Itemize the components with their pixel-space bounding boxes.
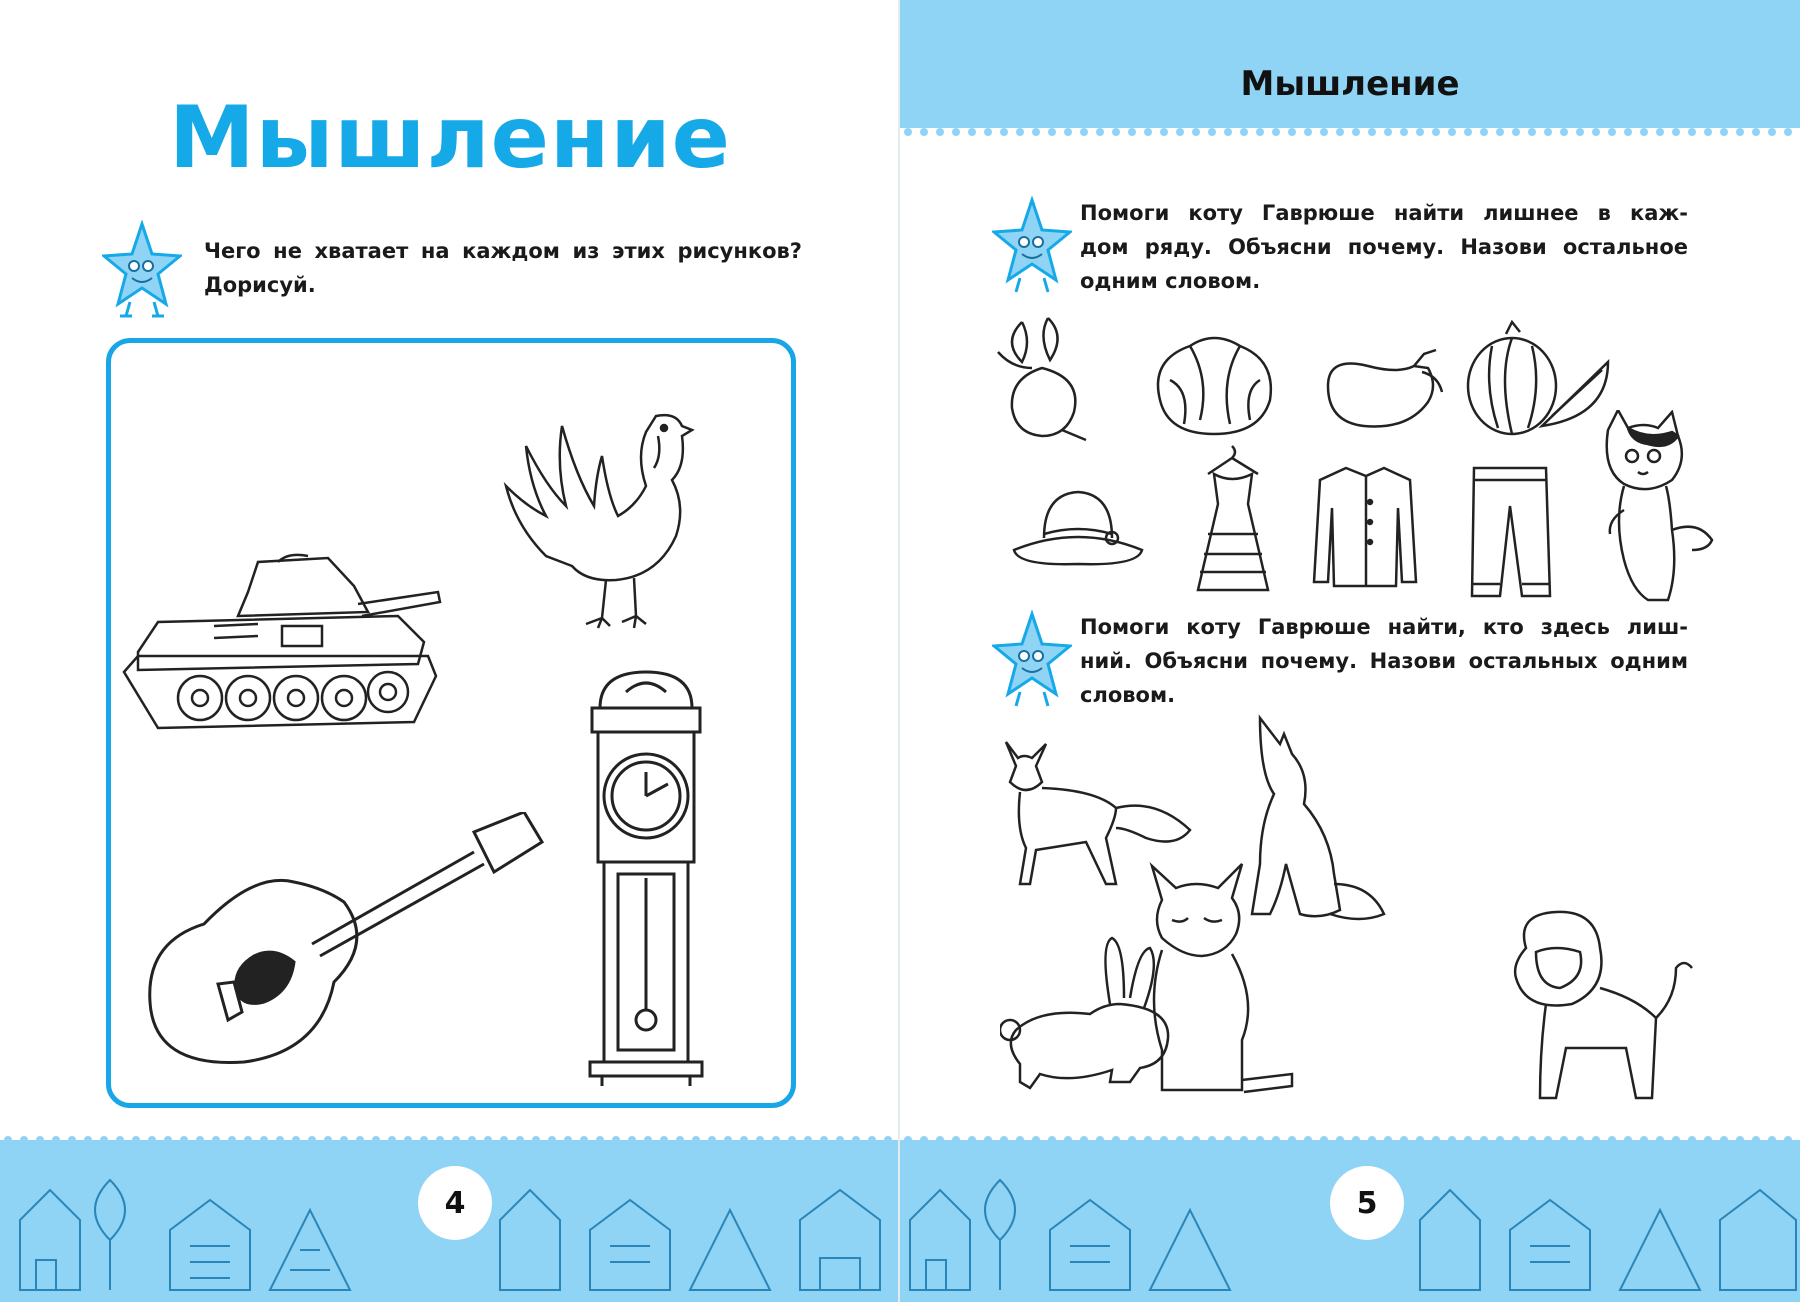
- header-title: Мышление: [1240, 64, 1460, 104]
- hat-drawing: [1008, 484, 1148, 574]
- task-text-line: Чего не хватает на каждом из этих рисунков?: [204, 239, 802, 263]
- task-odd-one-row: [992, 196, 1712, 312]
- header-dots: [900, 120, 1800, 144]
- rooster-drawing: [486, 396, 716, 636]
- footer-dots: [900, 1128, 1800, 1152]
- jeans-drawing: [1460, 462, 1560, 602]
- page-number: 4: [418, 1166, 492, 1240]
- task-text-line: Помоги коту Гаврюше найти, кто здесь лиш-: [1080, 615, 1688, 639]
- task-text-line: Помоги коту Гаврюше найти лишнее в каж-: [1080, 201, 1688, 225]
- lion-drawing: [1496, 908, 1696, 1118]
- task-text-line: словом.: [1080, 683, 1176, 707]
- eggplant-drawing: [1318, 346, 1448, 436]
- clock-drawing: [586, 668, 706, 1088]
- star-mascot-icon: [102, 220, 182, 320]
- cat-gavryusha-drawing: [1588, 410, 1718, 610]
- task-text-line: ний. Объясни почему. Назови остальных одним: [1080, 649, 1688, 673]
- task-text-line: одним словом.: [1080, 269, 1261, 293]
- star-mascot-icon: [992, 610, 1072, 710]
- page-right: [900, 0, 1800, 1302]
- page-number: 5: [1330, 1166, 1404, 1240]
- task-text-line: Дорисуй.: [204, 273, 316, 297]
- tank-drawing: [118, 552, 448, 762]
- task-odd-animal: [992, 610, 1712, 726]
- footer-dots: [0, 1128, 900, 1152]
- dress-drawing: [1188, 444, 1278, 604]
- rabbit-drawing: [1000, 934, 1180, 1094]
- shirt-drawing: [1310, 462, 1420, 592]
- cabbage-drawing: [1150, 330, 1280, 440]
- task-missing-parts: [102, 220, 802, 330]
- beet-drawing: [992, 312, 1092, 442]
- guitar-drawing: [144, 812, 554, 1072]
- star-mascot-icon: [992, 196, 1072, 296]
- page-title: Мышление: [168, 88, 731, 188]
- task-text-line: дом ряду. Объясни почему. Назови остальное: [1080, 235, 1688, 259]
